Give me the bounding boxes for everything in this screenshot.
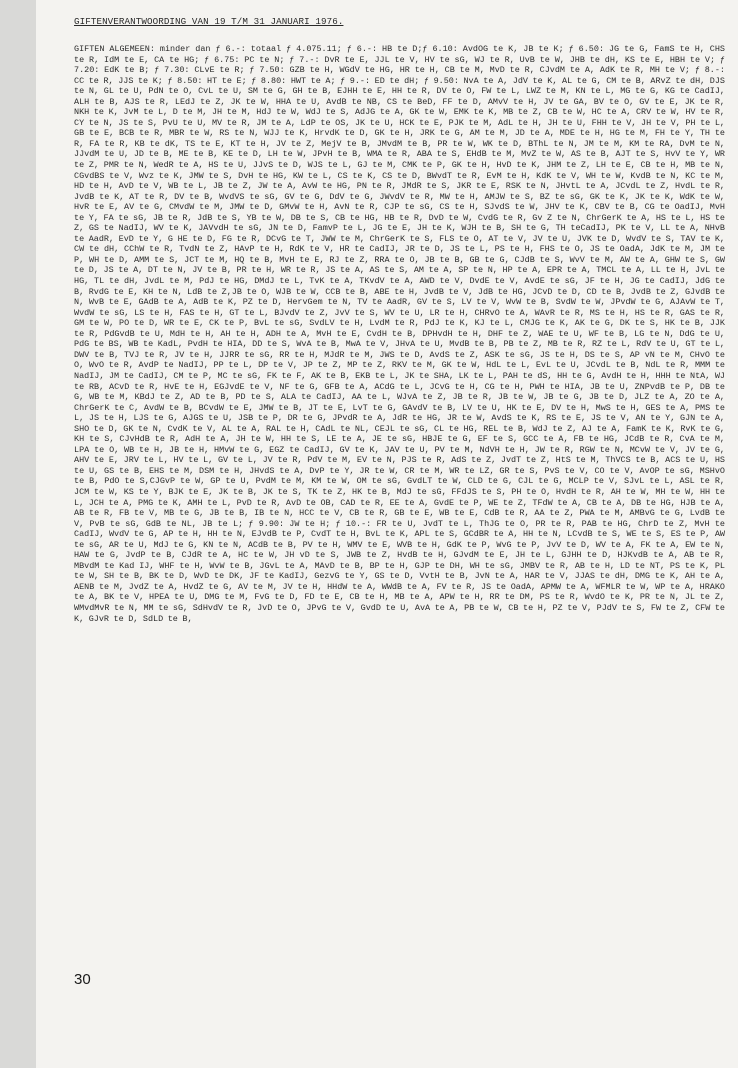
document-body-text: GIFTEN ALGEMEEN: minder dan ƒ 6.-: totaal ƒ 4.075.11; ƒ 6.-: HB te D;ƒ 6.10: AvdOG te K, JB te K; ƒ 6.50: JG te G, FamS te H, CHS te R, IdM te E, CA te HG; ƒ 6.75: PC te N; ƒ 7.-: DvR te E, JJL te V, HV te sG, WJ te R, UvB te W, JHB te dH, KS te E, HBH te V; ƒ 7.20: EdK te B; ƒ 7.30: CLvE te R; ƒ 7.50: GZB te H, WGdV te HG, HR te H, CB te M, MvD te R, CJvdM te A, AdK te R, MH te V; ƒ 8.-: CC te R, JJS te K; ƒ 8.50: HT te E; ƒ 8.80: HWT te A; ƒ 9.-: ED te dH; ƒ 9.50: NvA te A, JdV te K, AL te G, CM te B, ARvZ te dH, DJS te N, GL te U, PdN te O, CvL te U, SM te G, GH te B, EJHH te E, HH te R, DV te O, FW te L, LWZ te M, KN te L, MG te G, KG te CadIJ, ALH te B, AJS te R, LEdJ te Z, JK te W, HHA te U, AvdB te NB, CS te BeD, FF te D, AMvV te H, JV te GA, BV te O, GV te E, JK te R, NKH te K, JvM te L, D te M, JH te M, HdJ te W, WdJ te S, AdJG te A, GK te W, EMK te K, MB te Z, CB te W, HC te A, CRV te W, HV te R, CY te N, JS te S, PvU te U, MV te R, JM te A, LdP te OS, JK te U, HCK te E, PJK te M, AdL te H, JH te U, FHH te V, JH te V, PH te L, GB te E, BCB te R, MBR te W, RS te N, WJJ te K, HrvdK te D, GK te H, JRK te G, AM te M, JD te A, MDE te H, HG te M, FH te Y, TH te R, FA te R, KB te dK, TS te E, KT te H, JV te Z, MejV te B, JMvdM te B, PR te W, WK te D, BThL te N, JM te M, KM te RA, DvM te N, JJvdM te U, JD te B, ME te B, KE te D, LH te W, JPvH te B, WMA te R, ABA te S, EHdB te M, MvZ te W, AS te B, AJT te S, HvV te Y, WR te Z, PMR te N, WedR te A, HS te U, JJvS te D, WJS te L, GJ te M, CMK te P, GK te H, HvD te K, JHM te Z, LH te E, CB te H, MB te N, CGvdBS te V, Wvz te K, JMW te S, DvH te HG, KW te L, CS te K, CS te D, BWvdT te R, EvM te H, KdK te V, WH te W, KvdB te N, KC te M, HD te H, AvD te V, WB te L, JB te Z, JW te A, AvW te HG, PN te R, JMdR te S, JKR te E, RSK te N, JHvtL te A, JCvdL te Z, HvdL te R, JvdB te K, AT te R, DV te B, WvdVS te sG, GV te G, DdV te G, JWvdV te R, MW te H, AMJW te S, BZ te sG, GK te K, JK te K, WdK te W, HvR te E, AV te G, CMvdW te M, JMW te D, GMvW te H, AvN te R, CJP te sG, CS te H, SJvdS te W, JHV te K, CBV te B, CG te OadIJ, MvH te Y, FA te sG, JB te R, JdB te S, YB te W, DB te S, CB te HG, HB te R, DvD te W, CvdG te R, Gv Z te N, ChrGerK te A, HS te L, HS te Z, GS te NadIJ, WV te K, JAVvdH te sG, JN te D, FamvP te L, JG te E, JH te K, WJH te B, SH te G, TH teCadIJ, PK te V, LL te A, NHvB te AadR, EvD te Y, G HE te D, FG te R, DCvG te T, JWW te M, ChrGerK te S, FLS te O, AT te V, JV te U, JVK te D, WvdV te S, TAV te K, CW te dH, CChW te R, TvdN te Z, HAvP te H, RdK te V, HR te CadIJ, JR te D, JS te L, PS te H, FHS te O, JS te OadA, JdK te M, JM te P, WH te D, AMM te S, JCT te M, HQ te B, MvH te E, RJ te Z, RRA te O, JB te B, GB te G, CJdB te S, WvV te M, AW te A, GHW te S, GW te D, JS te A, DT te N, JV te B, PR te H, WR te R, JS te A, AS te S, AM te A, SP te N, HP te A, EPR te A, TMCL te A, LL te H, JvL te HG, TL te dH, JvdL te M, PdJ te HG, DMdJ te L, TvK te A, TKvdV te A, AWD te V, DvdE te V, AvdE te sG, JF te H, JG te CadIJ, JdG te B, RvdG te E, KH te N, LdB te Z,JB te O, WJB te W, CCB te B, ABE te H, JvdB te V, JdB te HG, JCvD te D, CD te B, JvdB te Z, GJvdB te N, WvB te E, GAdB te A, AdB te K, PZ te D, HervGem te N, TV te AadR, GV te S, LV te V, WvW te B, SvdW te W, JPvdW te G, AJAvW te T, WvdW te sG, LS te H, FAS te H, GT te L, BJvdV te Z, JvV te S, WV te U, LR te H, CHRvO te A, WAvR te R, MS te H, HS te R, GAS te R, GM te W, PO te D, WR te E, CK te P, BvL te sG, SvdLV te H, LvdM te R, PdJ te K, KJ te L, CMJG te K, AK te G, DK te S, HK te B, JJK te R, PdGvdB te U, MdH te H, AH te H, ADH te A, MvH te E, CvdH te B, DPHvdH te H, DHF te Z, WAE te U, WF te B, LG te N, DdG te U, PdG te BS, WB te KadL, PvdH te HIA, DD te S, WvA te B, MwA te V, JHvA te U, MvdB te B, PB te Z, MB te R, RZ te L, RdV te U, GT te L, DWV te B, TVJ te R, JV te H, JJRR te sG, RR te H, MJdR te M, JWS te D, AvdS te Z, ASK te sG, JS te H, DS te S, AP vN te M, CHvO te O, WvO te R, AvdP te NadIJ, PP te L, DP te V, JP te Z, MP te Z, RKV te M, GK te W, HdL te L, EvL te U, JCvdL te B, NdL te R, MMM te NadIJ, JM te CadIJ, CM te P, MC te sG, FK te F, AK te B, EKB te L, JK te SHA, LK te L, PAH te dS, HH te G, AvdH te H, HHH te NtA, WJ te RB, ACvD te R, HvE te H, EGJvdE te V, NF te G, GFB te A, ACdG te L, JCvG te H, CG te H, PWH te HIA, JB te U, ZNPvdB te P, DB te G, WB te M, KBdJ te Z, AD te B, PD te S, ALA te CadIJ, AA te L, WJvA te Z, JB te R, JB te W, JB te G, JB te D, JLZ te A, ZO te A, ChrGerK te C, AvdW te B, BCvdW te E, JMW te B, JT te E, LvT te G, GAvdV te B, LV te U, HK te E, DV te H, MwS te H, GES te A, PMS te L, JS te H, LJS te G, AJGS te U, JSB te P, DR te G, JPvdR te A, JdR te HG, JR te W, AvdS te K, RS te E, JS te V, AN te Y, GJN te A, SHO te D, GK te N, CvdK te V, AL te A, RAL te H, CAdL te NL, CEJL te sG, CL te HG, REL te B, WdJ te Z, AJ te A, FamK te K, RvK te G, KH te S, CJvHdB te R, AdH te A, JH te W, HH te S, LE te A, JE te sG, HBJE te G, EF te S, GCC te A, FB te HG, JCdB te R, CvA te M, LPA te O, WB te H, JB te H, HMvW te G, EGZ te CadIJ, GV te K, JAV te U, PV te M, NdVH te H, JW te R, RGW te N, MCvW te V, JV te G, AHV te E, JRV te L, HV te L, GV te L, JV te R, PdV te M, EV te N, PJS te R, AdS te Z, JvdT te Z, HtS te M, ThVCS te B, ACS te U, HS te U, GS te B, EHS te M, DSM te H, JHvdS te A, DvP te Y, JR te W, CR te M, WR te LZ, GR te S, PvS te V, CO te V, AvOP te sG, MSHvO te B, PdO te S,CJGvP te W, GP te U, PvdM te M, KM te W, OM te sG, GvdLT te W, CLD te G, CJL te G, MCLP te V, SJvL te L, ASL te R, JCM te W, KS te Y, BJK te E, JK te B, JK te S, TK te Z, HK te B, MdJ te sG, FFdJS te S, PH te O, HvdH te R, AH te W, MH te W, HH te L, JCH te A, PMG te K, AMH te L, PvD te R, AvD te OB, CAD te R, EE te A, GvdE te P, WE te Z, TFdW te A, CB te A, DB te HG, HJB te A, AB te R, FB te V, MB te G, JB te B, IB te N, HCC te V, CB te R, GB te E, WB te E, CdB te R, AA te Z, PWA te M, AMBvG te G, LvdB te V, PvB te sG, GdB te NL, JB te L; ƒ 9.90: JW te H; ƒ 10.-: FR te U, JvdT te L, ThJG te O, PR te R, PAB te HG, ChrD te Z, MvH te CadIJ, WvdV te G, AP te H, HH te N, EJvdB te P, CvdT te H, BvL te K, APL te S, GCdBR te A, HH te N, LCvdB te S, WE te S, ES te P, AW te sG, AR te U, MdJ te G, KN te N, ACdB te B, PV te H, WMV te E, WVB te H, GdK te P, WvG te P, JvV te D, WV te A, FK te A, EW te N, HAW te G, JvdP te B, CJdR te A, HC te W, JH vD te S, JWB te Z, HvdB te H, GJvdM te E, JH te L, GJHH te D, HJKvdB te A, AB te R, MBvdM te Kad IJ, WHF te H, WvW te B, JGvL te A, MAvD te B, BP te H, GJP te DH, WH te sG, JMBV te R, AB te H, LD te NT, PS te K, PL te W, SH te B, BK te D, WvD te DK, JF te KadIJ, GezvG te Y, GS te D, VvtH te B, JvN te A, HAR te V, JJAS te dH, DMG te K, AH te A, AENB te M, JvdZ te A, HvdZ te G, AV te M, JV te H, HHdW te A, WWdB te A, FV te R, JS te OadA, APMW te A, WFMLR te W, WP te A, HRAKO te A, BK te V, HPEA te U, DMG te M, FvG te D, FD te E, CB te H, MB te A, APW te H, RR te DM, PS te R, WvdO te K, PR te N, JL te Z, WMvdMvR te N, MM te sG, SdHvdV te R, JvD te O, JPvG te V, GvdD te U, AvA te A, PB te W, CB te H, PZ te V, PJdV te S, FW te Z, CFW te K, GJvR te D, SdLD te B,	[74, 44, 725, 624]
page-number: 30	[74, 971, 91, 988]
document-page	[36, 0, 738, 1068]
document-title: GIFTENVERANTWOORDING VAN 19 T/M 31 JANUARI 1976.	[74, 16, 344, 27]
